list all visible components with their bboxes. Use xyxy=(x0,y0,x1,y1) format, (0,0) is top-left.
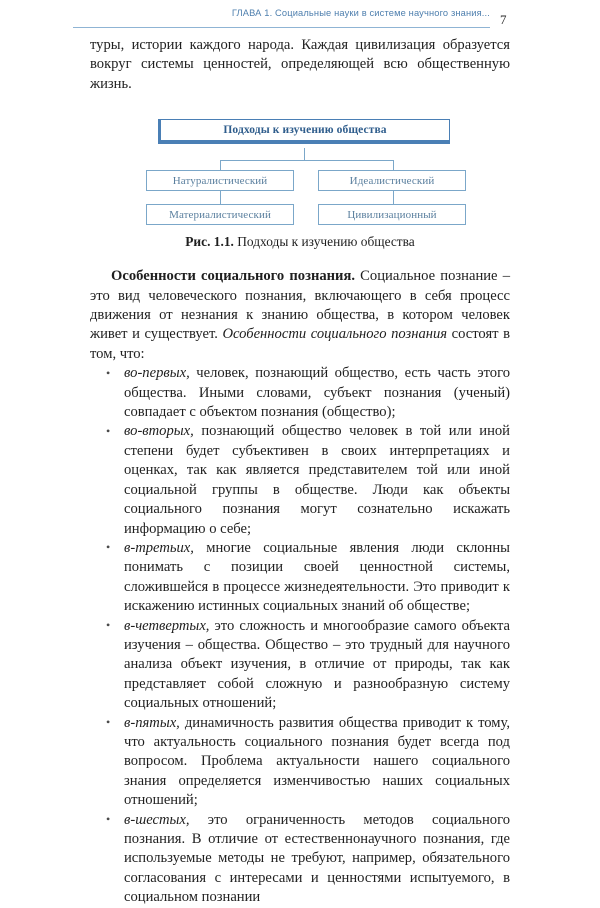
connector-left-drop xyxy=(220,160,221,170)
list-item-lead: в-третьих, xyxy=(124,539,194,556)
running-head-rule xyxy=(73,27,490,28)
figure-caption-label: Рис. 1.1. xyxy=(185,234,234,250)
list-item-text: это сложность и многообразие самого объекта изучения – общества. Общество – это трудный для научного анализа объект изучения, в отличие от природы, так как представляет собой сложную и разнообразную систему социальных отношений; xyxy=(124,617,510,712)
connector-horizontal xyxy=(220,160,394,161)
spacer-before-figure xyxy=(90,94,510,107)
connector-naturalistic-to-materialistic xyxy=(220,191,221,204)
figure-caption xyxy=(90,233,510,251)
list-item xyxy=(90,539,510,617)
section-intro-italic: Особенности социального познания xyxy=(222,326,448,343)
list-item xyxy=(90,714,510,811)
list-item-lead: во-вторых, xyxy=(124,423,194,440)
connector-root-stem xyxy=(304,148,305,160)
section-intro-part2: состоят в том, что: xyxy=(90,326,510,362)
list-item-text: динамичность развития общества приводит к тому, что актуальность социального познания будет всегда под вопросом. Проблема актуальности нашего социального знания определяется изменчивостью наших социальных отношений; xyxy=(124,714,510,809)
list-item-text: многие социальные явления люди склонны понимать с позиции своей ценностной системы, сложившейся в процессе жизнедеятельности. Это приводит к искажению истинных социальных знаний об обществе; xyxy=(124,539,510,615)
running-head-title: ГЛАВА 1. Социальные науки в системе научного знания... xyxy=(231,8,490,18)
figure-caption-text: Подходы к изучению общества xyxy=(233,234,415,250)
spacer-after-figure xyxy=(90,251,510,267)
section-intro-part1: Социальное познание – это вид человеческого познания, включающего в себя процесс движения от незнания к знанию общества, в котором человек живет и существует. xyxy=(90,268,510,343)
list-item-lead: в-четвертых, xyxy=(124,617,210,634)
connector-idealistic-to-civilizational xyxy=(393,191,394,204)
diagram-node-materialistic: Материалистический xyxy=(146,204,294,225)
features-list xyxy=(90,364,510,907)
list-item-text: человек, познающий общество, есть часть этого общества. Иными словами, субъект познания (ученый) совпадает с объектом познания (общество); xyxy=(124,365,510,421)
diagram-node-idealistic: Идеалистический xyxy=(318,170,466,191)
list-item-lead: во-первых, xyxy=(124,365,190,382)
continued-paragraph: туры, истории каждого народа. Каждая цивилизация образуется вокруг системы ценностей, определяющей всю общественную жизнь. xyxy=(90,37,510,92)
diagram-node-naturalistic: Натуралистический xyxy=(146,170,294,191)
text-column xyxy=(90,36,510,908)
page-number: 7 xyxy=(500,12,507,27)
list-item xyxy=(90,422,510,538)
diagram-node-civilizational: Цивилизационный xyxy=(318,204,466,225)
list-item xyxy=(90,364,510,422)
list-item-text: познающий общество человек в той или иной степени будет субъективен в своих интерпретациях и оценках, так как является представителем той или иной социальной группы в обществе. Люди как объекты социального познания могут сознательно искажать информацию о себе; xyxy=(124,423,510,537)
section-heading: Особенности социального познания. xyxy=(111,268,356,285)
list-item-lead: в-шестых, xyxy=(124,811,190,828)
figure-diagram xyxy=(90,115,510,233)
list-item-lead: в-пятых, xyxy=(124,714,180,731)
diagram-node-root: Подходы к изучению общества xyxy=(158,119,450,144)
section-intro-paragraph xyxy=(90,267,510,364)
running-head xyxy=(73,8,490,30)
list-item xyxy=(90,617,510,714)
list-item-text: это ограниченность методов социального познания. В отличие от естественнонаучного познания, где используемые методы не требуют, например, обязательного согласования с интересами и ценностями испытуемого, в социальном познании xyxy=(124,811,510,906)
connector-right-drop xyxy=(393,160,394,170)
list-item xyxy=(90,811,510,908)
